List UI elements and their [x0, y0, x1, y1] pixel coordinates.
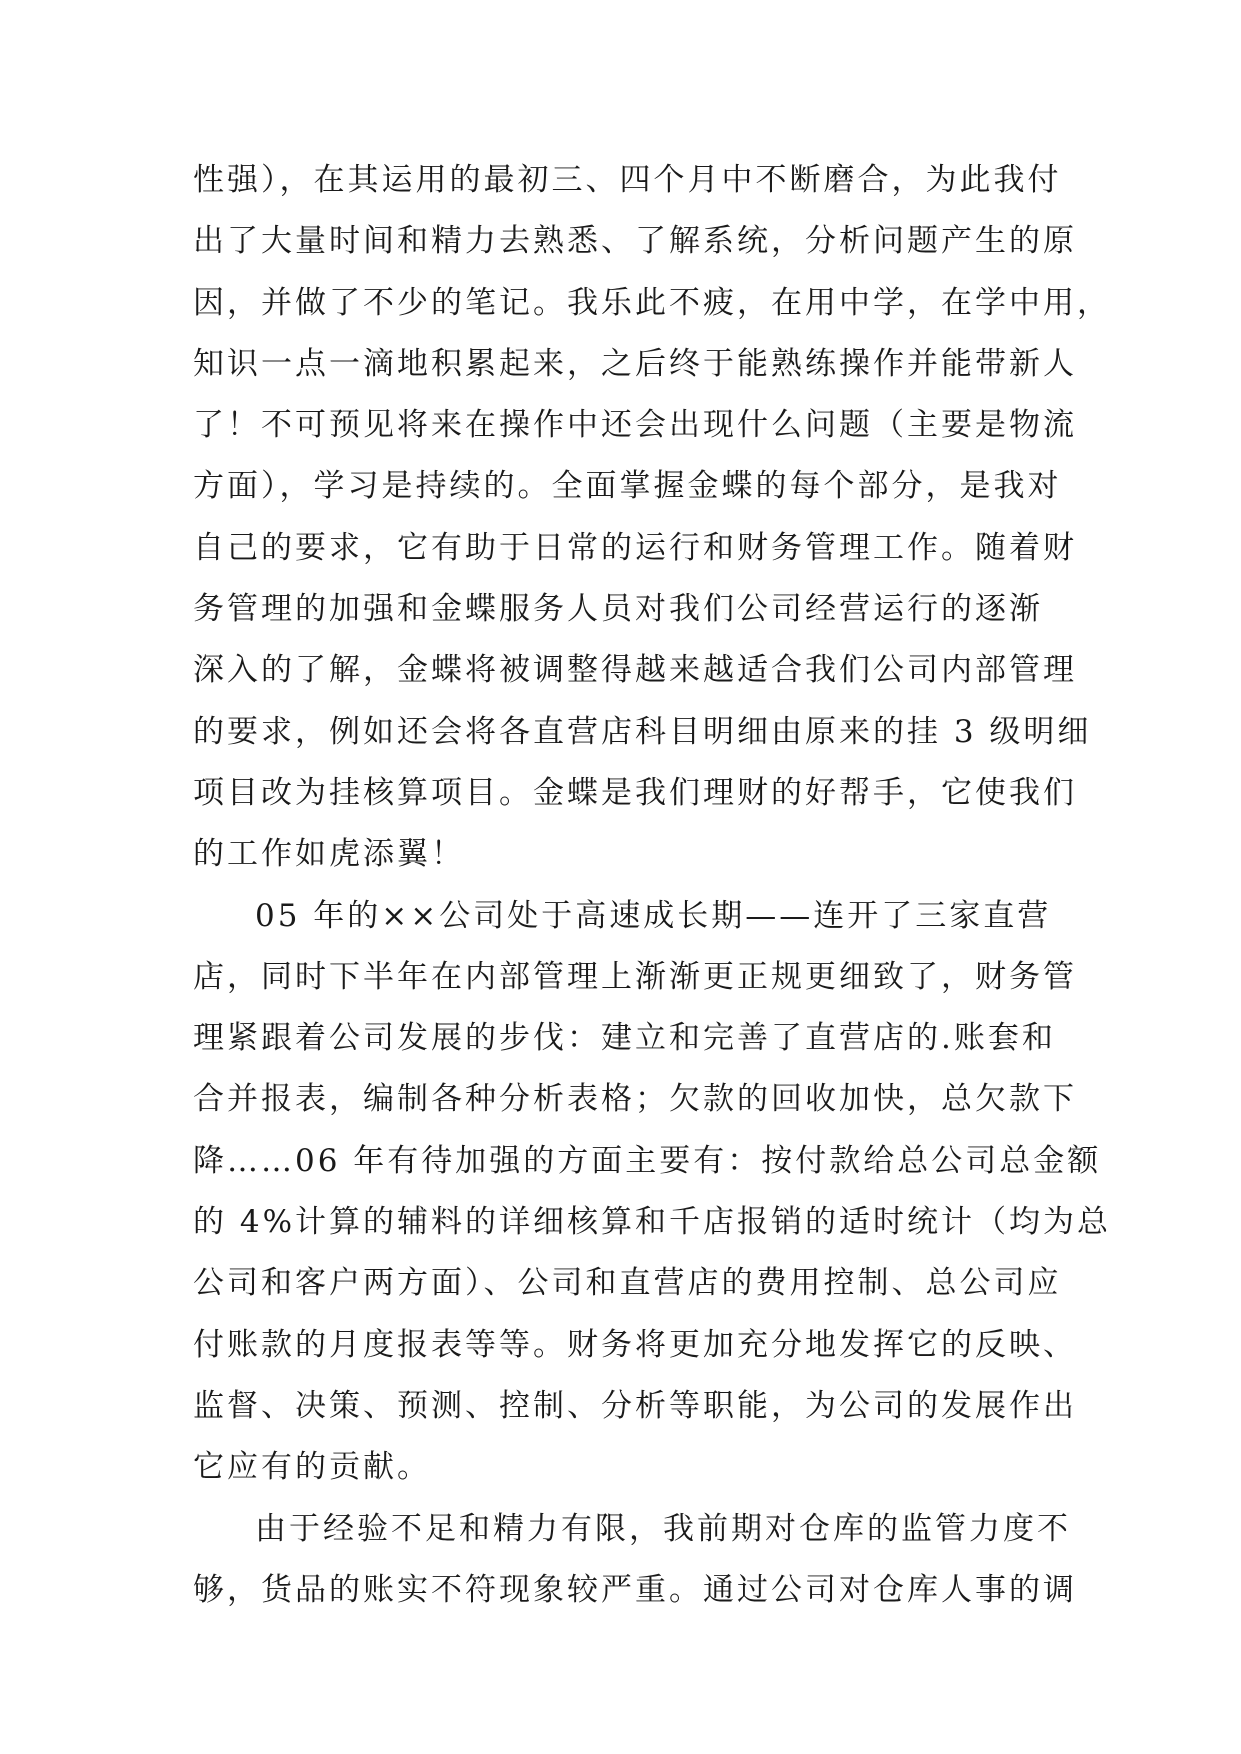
- text-line: 的要求，例如还会将各直营店科目明细由原来的挂 3 级明细: [193, 713, 1092, 750]
- text-line: 因，并做了不少的笔记。我乐此不疲，在用中学，在学中用，: [193, 284, 1111, 321]
- text-line: 性强），在其运用的最初三、四个月中不断磨合，为此我付: [193, 162, 1062, 198]
- text-line: 公司和客户两方面）、公司和直营店的费用控制、总公司应: [193, 1265, 1062, 1302]
- text-line: 它应有的贡献。: [193, 1449, 431, 1486]
- text-line: 付账款的月度报表等等。财务将更加充分地发挥它的反映、: [193, 1326, 1077, 1363]
- text-line: 监督、决策、预测、控制、分析等职能，为公司的发展作出: [193, 1387, 1077, 1424]
- text-line: 的 4%计算的辅料的详细核算和千店报销的适时统计（均为总: [193, 1204, 1112, 1241]
- text-line: 深入的了解，金蝶将被调整得越来越适合我们公司内部管理: [193, 652, 1077, 689]
- text-line: 出了大量时间和精力去熟悉、了解系统，分析问题产生的原: [193, 223, 1077, 260]
- text-line: 够，货品的账实不符现象较严重。通过公司对仓库人事的调: [193, 1571, 1077, 1608]
- text-line: 务管理的加强和金蝶服务人员对我们公司经营运行的逐渐: [193, 591, 1043, 628]
- paragraph-first-line: 由于经验不足和精力有限，我前期对仓库的监管力度不: [255, 1510, 1071, 1547]
- text-line: 了！不可预见将来在操作中还会出现什么问题（主要是物流: [193, 407, 1077, 444]
- paragraph-first-line: 05 年的××公司处于高速成长期——连开了三家直营: [255, 897, 1052, 934]
- body-text: [193, 150, 1112, 1621]
- text-line: 自己的要求，它有助于日常的运行和财务管理工作。随着财: [193, 529, 1077, 566]
- text-line: 方面），学习是持续的。全面掌握金蝶的每个部分，是我对: [193, 468, 1062, 505]
- text-line: 的工作如虎添翼！: [193, 836, 465, 873]
- text-line: 店，同时下半年在内部管理上渐渐更正规更细致了，财务管: [193, 958, 1077, 995]
- text-line: 理紧跟着公司发展的步伐：建立和完善了直营店的.账套和: [193, 1020, 1056, 1057]
- text-line: 知识一点一滴地积累起来，之后终于能熟练操作并能带新人: [193, 345, 1077, 382]
- text-line: 合并报表，编制各种分析表格；欠款的回收加快，总欠款下: [193, 1081, 1077, 1118]
- text-line: 降……06 年有待加强的方面主要有：按付款给总公司总金额: [193, 1142, 1102, 1179]
- text-line: 项目改为挂核算项目。金蝶是我们理财的好帮手，它使我们: [193, 774, 1077, 811]
